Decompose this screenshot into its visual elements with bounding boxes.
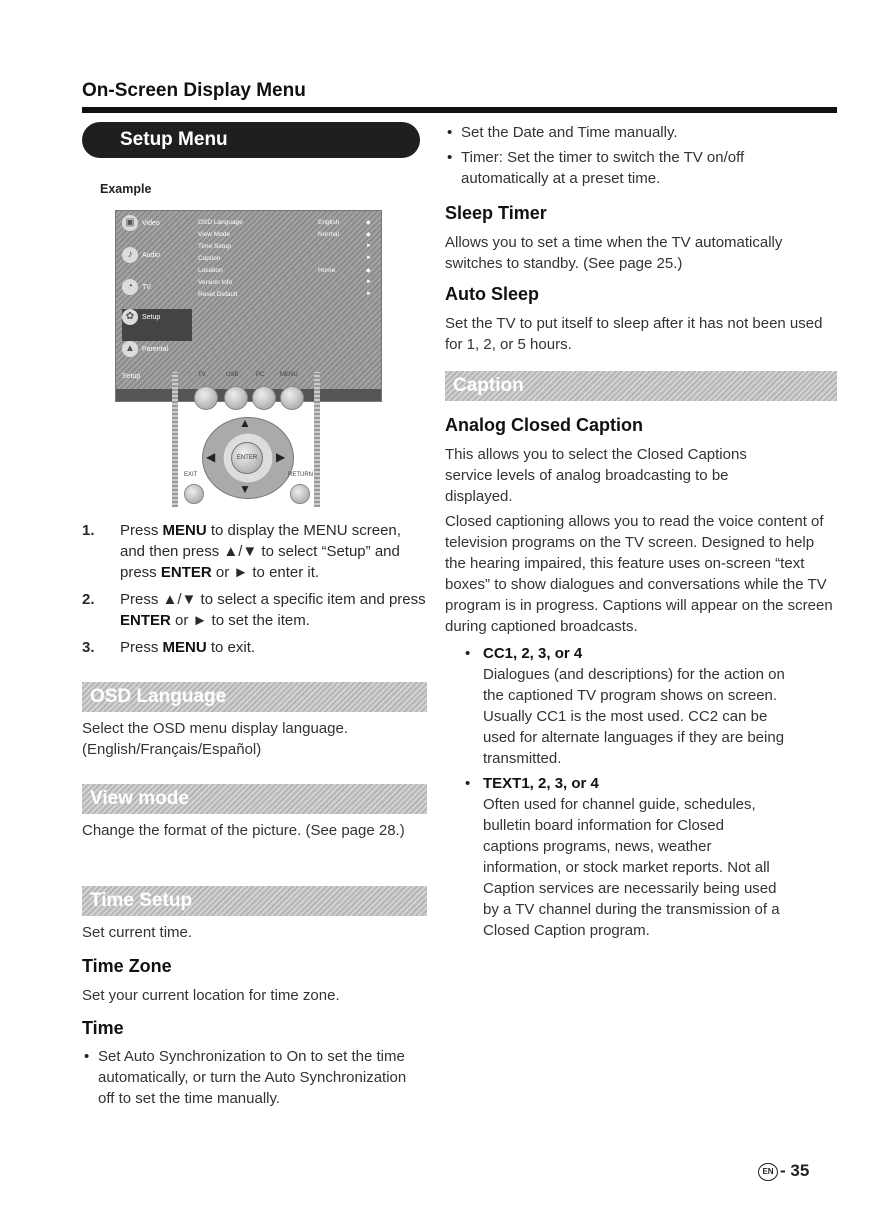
submenu-row — [198, 231, 376, 243]
submenu-row-label: Version Info — [198, 279, 233, 286]
exit-label: EXIT — [184, 472, 198, 478]
tv-menu-item-label: Parental — [142, 345, 169, 353]
caption-banner: Caption — [445, 371, 837, 401]
diamond-icon: ◆ — [366, 232, 371, 238]
video-icon: ▣ — [122, 215, 138, 231]
step-number: 1. — [82, 522, 95, 539]
cc-bullet-text: Dialogues (and descriptions) for the action on the captioned TV program shows on screen. Usually CC1 is the most used. CC2 can be used for alternate languages if they are being transmitted. — [483, 666, 785, 767]
time-heading: Time — [82, 1018, 124, 1038]
text-bullet-title: • TEXT1, 2, 3, or 4 — [483, 775, 599, 792]
down-arrow-icon: ▼ — [239, 482, 251, 496]
en-language-icon: EN — [758, 1163, 778, 1181]
enter-button: ENTER — [231, 442, 263, 474]
right-column — [445, 122, 837, 941]
submenu-row-value: Home — [318, 267, 336, 274]
time-setup-text: Set current time. — [82, 924, 193, 941]
time-bullet: • Timer: Set the timer to switch the TV on/off automatically at a preset time. — [445, 147, 821, 189]
menu-button-label: MENU — [280, 372, 298, 378]
step-item — [82, 589, 427, 631]
osd-language-text: Select the OSD menu display language. (English/Français/Español) — [82, 720, 348, 758]
exit-button — [184, 484, 204, 504]
submenu-row-label: View Mode — [198, 231, 231, 238]
view-mode-text: Change the format of the picture. (See page 28.) — [82, 822, 405, 839]
submenu-row — [198, 255, 376, 267]
tv-menu-item — [122, 279, 192, 311]
submenu-row — [198, 291, 376, 303]
chevron-right-icon: ► — [366, 243, 372, 249]
submenu-row-value: Normal — [318, 231, 339, 238]
remote-rail-left — [172, 372, 178, 507]
submenu-row-label: Reset Default — [198, 291, 238, 298]
step-key: MENU — [162, 522, 207, 539]
header-rule — [82, 107, 837, 113]
submenu-row — [198, 267, 376, 279]
step-key: ENTER — [160, 564, 212, 581]
diamond-icon: ◆ — [366, 220, 371, 226]
submenu-row — [198, 279, 376, 291]
right-arrow-icon: ▶ — [276, 450, 286, 464]
caption-intro-text: This allows you to select the Closed Captions service levels of analog broadcasting to be displayed. — [445, 446, 747, 505]
step-text: or ► to set the item. — [170, 612, 310, 629]
tv-menu-item-label: Audio — [142, 251, 160, 259]
step-item — [82, 520, 427, 583]
page-header: On-Screen Display Menu — [82, 80, 306, 101]
tv-button — [194, 386, 218, 410]
tv-menu-item-label: Video — [142, 219, 160, 227]
left-column — [82, 122, 427, 1107]
pc-button-label: PC — [256, 372, 265, 378]
submenu-row — [198, 219, 376, 231]
remote-control-illustration — [172, 372, 320, 507]
submenu-row-label: Location — [198, 267, 223, 274]
step-text: Press — [120, 639, 163, 656]
diamond-icon: ◆ — [366, 268, 371, 274]
submenu-row-label: OSD Language — [198, 219, 243, 226]
auto-sleep-heading: Auto Sleep — [445, 284, 540, 304]
usb-button-label: USB — [226, 372, 239, 378]
step-text: to display the MENU screen, and then press ▲/▼ to select “Setup” and press — [120, 522, 401, 581]
pc-button — [252, 386, 276, 410]
tv-menu-item — [122, 247, 192, 279]
tv-menu-item — [122, 215, 192, 247]
lock-icon: ▲ — [122, 341, 138, 357]
step-number: 3. — [82, 639, 95, 656]
chevron-right-icon: ► — [366, 279, 372, 285]
auto-sleep-text: Set the TV to put itself to sleep after it has not been used for 1, 2, or 5 hours. — [445, 315, 823, 353]
submenu-row-value: English — [318, 219, 340, 226]
step-text: Press — [120, 522, 163, 539]
usb-button — [224, 386, 248, 410]
step-text: or ► to enter it. — [211, 564, 320, 581]
example-label: Example — [100, 182, 152, 196]
setup-menu-title: Setup Menu — [82, 122, 420, 158]
analog-closed-caption-heading: Analog Closed Caption — [445, 415, 643, 435]
view-mode-banner: View mode — [82, 784, 427, 814]
sleep-timer-text: Allows you to set a time when the TV automatically switches to standby. (See page 25.) — [445, 234, 783, 272]
tv-menu-submenu — [198, 219, 376, 303]
cc-bullet-title: • CC1, 2, 3, or 4 — [483, 645, 583, 662]
submenu-row-label: Time Setup — [198, 243, 231, 250]
tv-menu-item-label: Setup — [122, 373, 141, 380]
caption-description-text: Closed captioning allows you to read the voice content of television programs on the TV screen. Designed to help the hearing impaired, this feature uses on-screen “text boxes” to show dialogues and conversations while the TV program is in progress. Captions will appear on the screen during captioned broadcasts. — [445, 513, 833, 635]
time-bullet: • Set Auto Synchronization to On to set the time automatically, or turn the Auto Synchronization off to set the time manually. — [82, 1046, 413, 1109]
tv-menu-item-selected — [122, 309, 192, 341]
time-setup-banner: Time Setup — [82, 886, 427, 916]
step-item — [82, 637, 427, 658]
time-bullet: • Set the Date and Time manually. — [445, 122, 841, 143]
tv-menu-item — [122, 341, 192, 373]
time-zone-text: Set your current location for time zone. — [82, 987, 340, 1004]
tv-menu-item-label: Setup — [142, 313, 161, 321]
steps-list — [82, 520, 427, 664]
submenu-row — [198, 243, 376, 255]
menu-button — [280, 386, 304, 410]
step-key: ENTER — [120, 612, 171, 629]
submenu-row-label: Caption — [198, 255, 221, 262]
text-bullet — [465, 773, 783, 941]
return-label: RETURN — [288, 472, 313, 478]
page-number — [758, 1161, 809, 1181]
cc-bullet — [465, 643, 803, 769]
tv-icon: ◔ — [122, 279, 138, 295]
chevron-right-icon: ► — [366, 255, 372, 261]
return-button — [290, 484, 310, 504]
page-number-value: - 35 — [780, 1161, 810, 1180]
tv-button-label: TV — [198, 372, 206, 378]
audio-icon: ♪ — [122, 247, 138, 263]
text-bullet-text: Often used for channel guide, schedules, bulletin board information for Closed captions programs, news, weather information, or stock market reports. Not all Caption services are necessarily being used by a TV channel during the transmission of a Closed Caption program. — [483, 796, 780, 939]
step-key: MENU — [162, 639, 207, 656]
remote-rail-right — [314, 372, 320, 507]
up-arrow-icon: ▲ — [239, 416, 251, 430]
tv-menu-item-label: TV — [142, 283, 151, 291]
sleep-timer-heading: Sleep Timer — [445, 203, 547, 223]
time-zone-heading: Time Zone — [82, 956, 172, 976]
gear-icon: ✿ — [122, 309, 138, 325]
step-text: Press ▲/▼ to select a specific item and press — [120, 591, 426, 608]
chevron-right-icon: ► — [366, 291, 372, 297]
step-text: to exit. — [206, 639, 256, 656]
step-number: 2. — [82, 591, 95, 608]
osd-language-banner: OSD Language — [82, 682, 427, 712]
left-arrow-icon: ◀ — [206, 450, 216, 464]
